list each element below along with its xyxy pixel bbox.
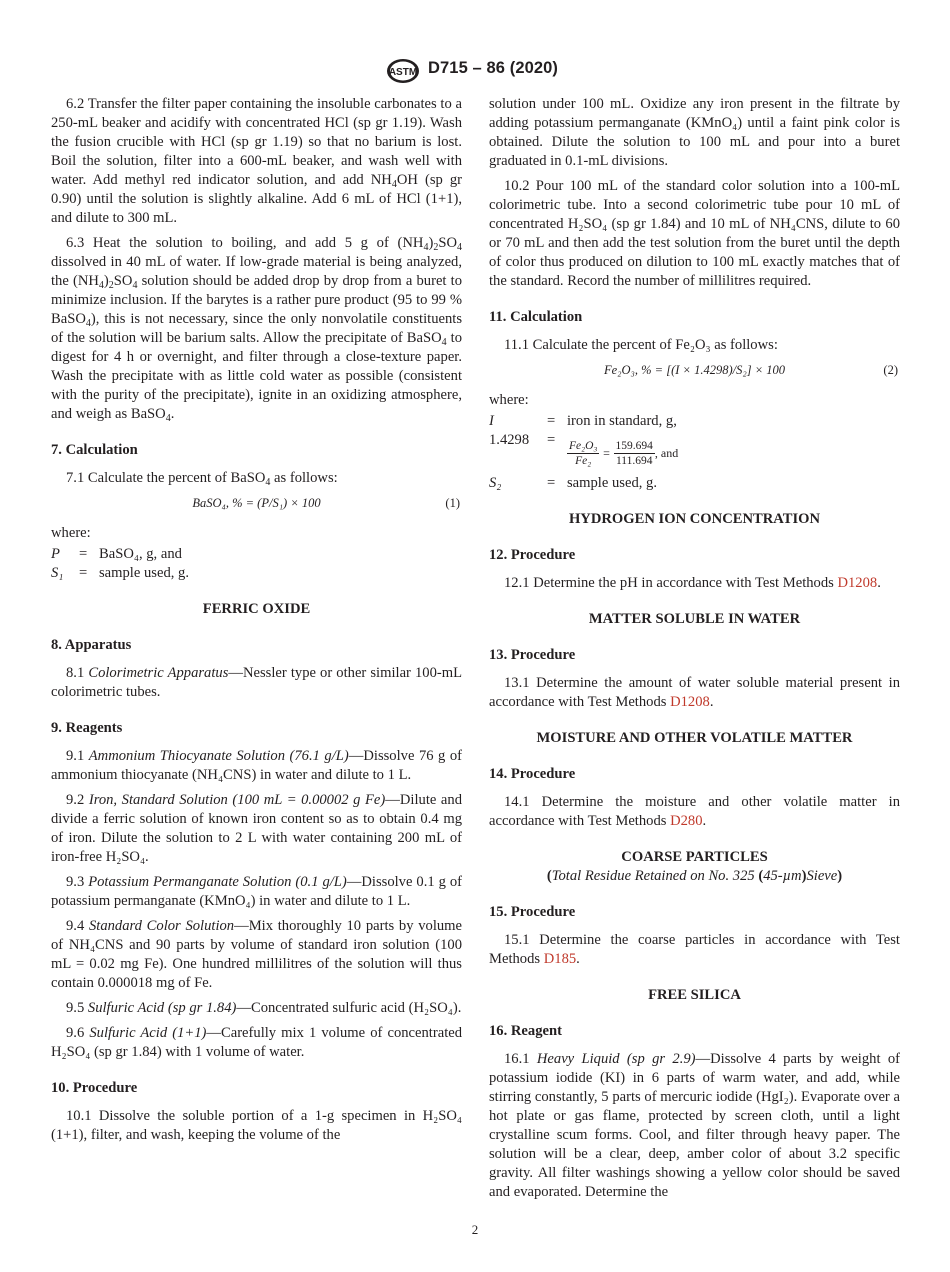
heading-ferric-oxide: FERRIC OXIDE [202,601,311,617]
para-6-2: 6.2 Transfer the filter paper containing the insoluble carbonates to a 250-mL beaker and acidify with concentrated HCl (sp gr 1.19). Wash the fusion crucible with HCl (sp gr 1.19) so that no barium is lost. Boil the solution, filter into a 600-mL beaker, and wash well with water. Add methyl red indicator solution, and add $NH_4OH$ (sp gr 0.90) until the solution is slightly alkaline. Add 6 mL of HCl (1+1), and dilute to 300 mL. [51,96,462,226]
fraction-fe2o3-fe2: $\frac{\text{Fe₂O₃}}{\text{Fe₂}}$ [569,440,598,467]
fraction-molar-mass: $\frac{159.694}{111.694}$ [615,440,653,467]
section-15-heading: 15. Procedure [489,904,576,920]
equation-2: Fe₂O₃, % = [(I × 1.4298)/S₂] × 100 (2) [603,363,898,377]
section-8-heading: 8. Apparatus [51,637,132,653]
designation-title: D715 – 86 (2020) [428,59,559,77]
section-13-heading: 13. Procedure [489,647,576,663]
section-12-heading: 12. Procedure [489,547,576,563]
heading-moisture: MOISTURE AND OTHER VOLATILE MATTER [536,730,853,746]
para-14-1: 14.1 Determine the moisture and other volatile matter in accordance with Test Methods D280. [489,794,900,829]
page-number: 2 [471,1222,479,1237]
section-16-heading: 16. Reagent [489,1023,562,1039]
where-label-2: where: [489,392,529,408]
heading-coarse-particles: COARSE PARTICLES [621,849,768,865]
section-10-heading: 10. Procedure [51,1080,138,1096]
heading-matter-soluble: MATTER SOLUBLE IN WATER [588,611,801,627]
heading-free-silica: FREE SILICA [648,987,741,1003]
para-9-2: 9.2 Iron, Standard Solution (100 mL = 0.00002 g Fe)—Dilute and divide a ferric solution of known iron content so as to obtain 0.4 mg of iron. Dilute the solution to 2 L with water containing 200 mL of iron-free H₂SO₄. [51,792,463,865]
equation-1: BaSO₄, % = (P/S₁) × 100 (1) [192,496,460,510]
link-d1208-2[interactable]: D1208 [670,694,710,710]
para-9-1: 9.1 Ammonium Thiocyanate Solution (76.1 g/L)—Dissolve 76 g of ammonium thiocyanate (NH₄CNS) in water and dilute to 1 L. [51,748,462,783]
variable-list-1: P = BaSO₄, g, and S₁ = sample used, g. [51,546,189,581]
left-column [51,95,462,1151]
svg-text:ASTM: ASTM [388,67,418,78]
para-9-4: 9.4 Standard Color Solution—Mix thoroughly 10 parts by volume of NH₄CNS and 90 parts by volume of standard iron solution (100 mL = 0.02 mg Fe). One hundred millilitres of the solution will thus contain 0.000018 mg of Fe. [51,918,462,991]
link-d280[interactable]: D280 [670,813,703,829]
section-7-heading: 7. Calculation [51,442,138,458]
para-15-1: 15.1 Determine the coarse particles in accordance with Test Methods D185. [489,932,900,967]
section-9-heading: 9. Reagents [51,720,123,736]
heading-hydrogen-ion: HYDROGEN ION CONCENTRATION [568,511,821,527]
para-10-2: 10.2 Pour 100 mL of the standard color solution into a 100-mL colorimetric tube. Into a second colorimetric tube pour 10 mL of concentrated H₂SO₄ (sp gr 1.84) and 10 mL of NH₄CNS, dilute to 60 or 70 mL and then add the test solution from the buret until the depth of color thus produced on dilution to 100 mL exactly matches that of the standard. Record the number of millilitres required. [489,178,900,289]
section-14-heading: 14. Procedure [489,766,576,782]
para-9-3: 9.3 Potassium Permanganate Solution (0.1 g/L)—Dissolve 0.1 g of potassium permanganate (KMnO₄) in water and dilute to 1 L. [51,874,462,909]
para-6-3: 6.3 Heat the solution to boiling, and add 5 g of $(NH_4)_2SO_4$ dissolved in 40 mL of water. If low-grade material is being analyzed, the $(NH_4)_2SO_4$ solution should be added drop by drop from a buret to minimize inclusion. If the barytes is a rather pure product (95 to 99 % BaSO$_4$), this is not necessary, since the only nonvolatile constituents of the solution will be barium salts. Allow the precipitate of BaSO$_4$ to digest for 4 h or overnight, and filter through a close-texture paper. Wash the precipitate with as little cold water as possible (consistent with the purity of the precipitate), ignite in an oxidizing atmosphere, and weigh as BaSO$_4$. [51,235,463,424]
link-d185[interactable]: D185 [543,951,577,967]
para-7-1: 7.1 Calculate the percent of BaSO$_4$ as follows: [66,470,338,488]
astm-logo-icon [385,58,421,84]
para-12-1: 12.1 Determine the pH in accordance with Test Methods D1208. [504,575,881,591]
para-9-6: 9.6 Sulfuric Acid (1+1)—Carefully mix 1 volume of concentrated H₂SO₄ (sp gr 1.84) with 1 volume of water. [51,1025,463,1060]
page-header [0,58,950,84]
para-9-5: 9.5 Sulfuric Acid (sp gr 1.84)—Concentrated sulfuric acid (H₂SO₄). [66,1000,462,1016]
para-10-1-continued: solution under 100 mL. Oxidize any iron present in the filtrate by adding potassium permanganate (KMnO₄) until a faint pink color is obtained. Dilute the solution to 100 mL and pour into a buret graduated in 0.1-mL divisions. [489,96,900,169]
heading-coarse-subtitle: (Total Residue Retained on No. 325 (45-µm)Sieve) [546,868,843,884]
right-column [489,95,900,1208]
link-d1208[interactable]: D1208 [837,575,878,591]
where-label: where: [51,525,91,541]
section-11-heading: 11. Calculation [489,309,583,325]
para-8-1: 8.1 Colorimetric Apparatus—Nessler type or other similar 100-mL colorimetric tubes. [51,665,463,700]
para-16-1: 16.1 Heavy Liquid (sp gr 2.9)—Dissolve 4 parts by weight of potassium iodide (KI) in 6 parts of warm water, and add, while stirring constantly, 5 parts of mercuric iodide (HgI₂). Evaporate over a hot plate or gas flame, protected by screen cloth, until a light crystalline scum forms. Cool, and filter through heavy paper. The solution will be a clear, deep, amber color of about 3.2 specific gravity. All filter washings showing a yellow color should be saved and evaporated. Determine the [489,1051,900,1200]
variable-list-2: I = iron in standard, g, 1.4298 = $\frac{\text{Fe₂O₃}}{\text{Fe₂}}$ = $\frac{159.694}{111.694}$ , and S₂ = sample used, g. [489,413,679,491]
para-11-1: 11.1 Calculate the percent of Fe₂O₃ as follows: [504,337,778,353]
para-13-1: 13.1 Determine the amount of water soluble material present in accordance with Test Methods D1208. [489,675,900,710]
para-10-1: 10.1 Dissolve the soluble portion of a 1-g specimen in H₂SO₄ (1+1), filter, and wash, keeping the volume of the [51,1108,462,1143]
